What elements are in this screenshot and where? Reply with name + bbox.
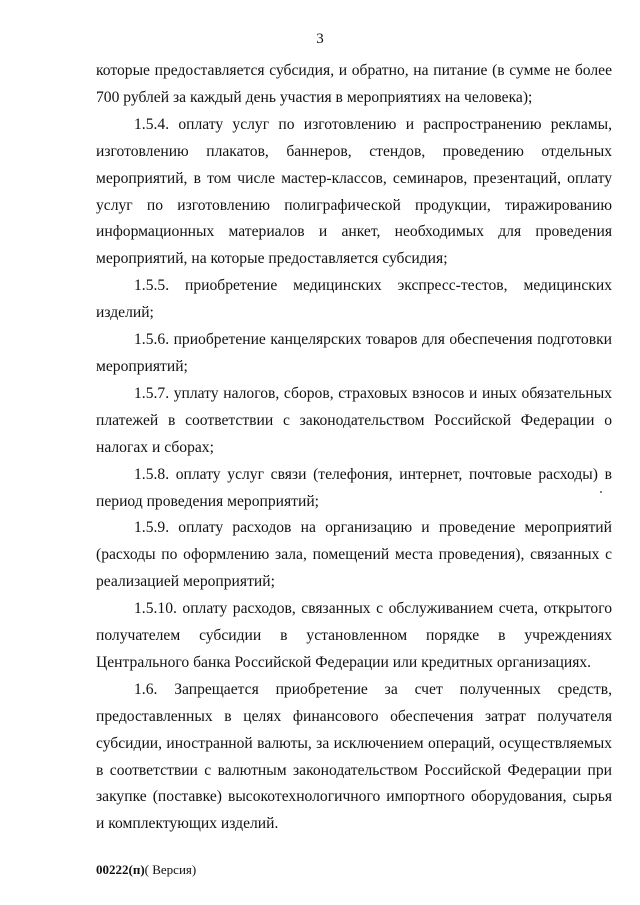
document-code: 00222(п) [96, 862, 145, 877]
paragraph-1-5-7: 1.5.7. уплату налогов, сборов, страховых взносов и иных обязательных платежей в соответствии с законодательством Российской Федерации о налогах и сборах; [96, 384, 612, 456]
page-number: 3 [316, 31, 324, 47]
paragraph-1-5-10: 1.5.10. оплату расходов, связанных с обслуживанием счета, открытого получателем субсидии в установленном порядке в учреждениях Центрального банка Российской Федерации или кредитных организациях. [96, 600, 612, 671]
paragraph-1-5-6: 1.5.6. приобретение канцелярских товаров для обеспечения подготовки мероприятий; [96, 331, 612, 375]
paragraph-1-5-8: 1.5.8. оплату услуг связи (телефония, интернет, почтовые расходы) в период проведения мероприятий; [96, 465, 612, 510]
paragraph-continuation: которые предоставляется субсидия, и обратно, на питание (в сумме не более 700 рублей за каждый день участия в мероприятиях на человека); [96, 62, 612, 106]
paragraph-1-5-5: 1.5.5. приобретение медицинских экспресс-тестов, медицинских изделий; [96, 277, 612, 322]
scan-speck [600, 491, 602, 493]
footer [96, 862, 196, 878]
document-body [96, 58, 612, 838]
paragraph-1-6: 1.6. Запрещается приобретение за счет полученных средств, предоставленных в целях финансового обеспечения затрат получателя субсидии, иностранной валюты, за исключением операций, осуществляемых в соответствии с валютным законодательством Российской Федерации при закупке (поставке) высокотехнологичного импортного оборудования, сырья и комплектующих изделий. [96, 680, 612, 833]
paragraph-1-5-4: 1.5.4. оплату услуг по изготовлению и распространению рекламы, изготовлению плакатов, баннеров, стендов, проведению отдельных мероприятий, в том числе мастер-классов, семинаров, презентаций, оплату услуг по изготовлению полиграфической продукции, тиражированию информационных материалов и анкет, необходимых для проведения мероприятий, на которые предоставляется субсидия; [96, 115, 612, 268]
document-version: ( Версия) [144, 862, 197, 877]
paragraph-1-5-9: 1.5.9. оплату расходов на организацию и проведение мероприятий (расходы по оформлению зала, помещений места проведения), связанных с реализацией мероприятий; [96, 519, 612, 591]
